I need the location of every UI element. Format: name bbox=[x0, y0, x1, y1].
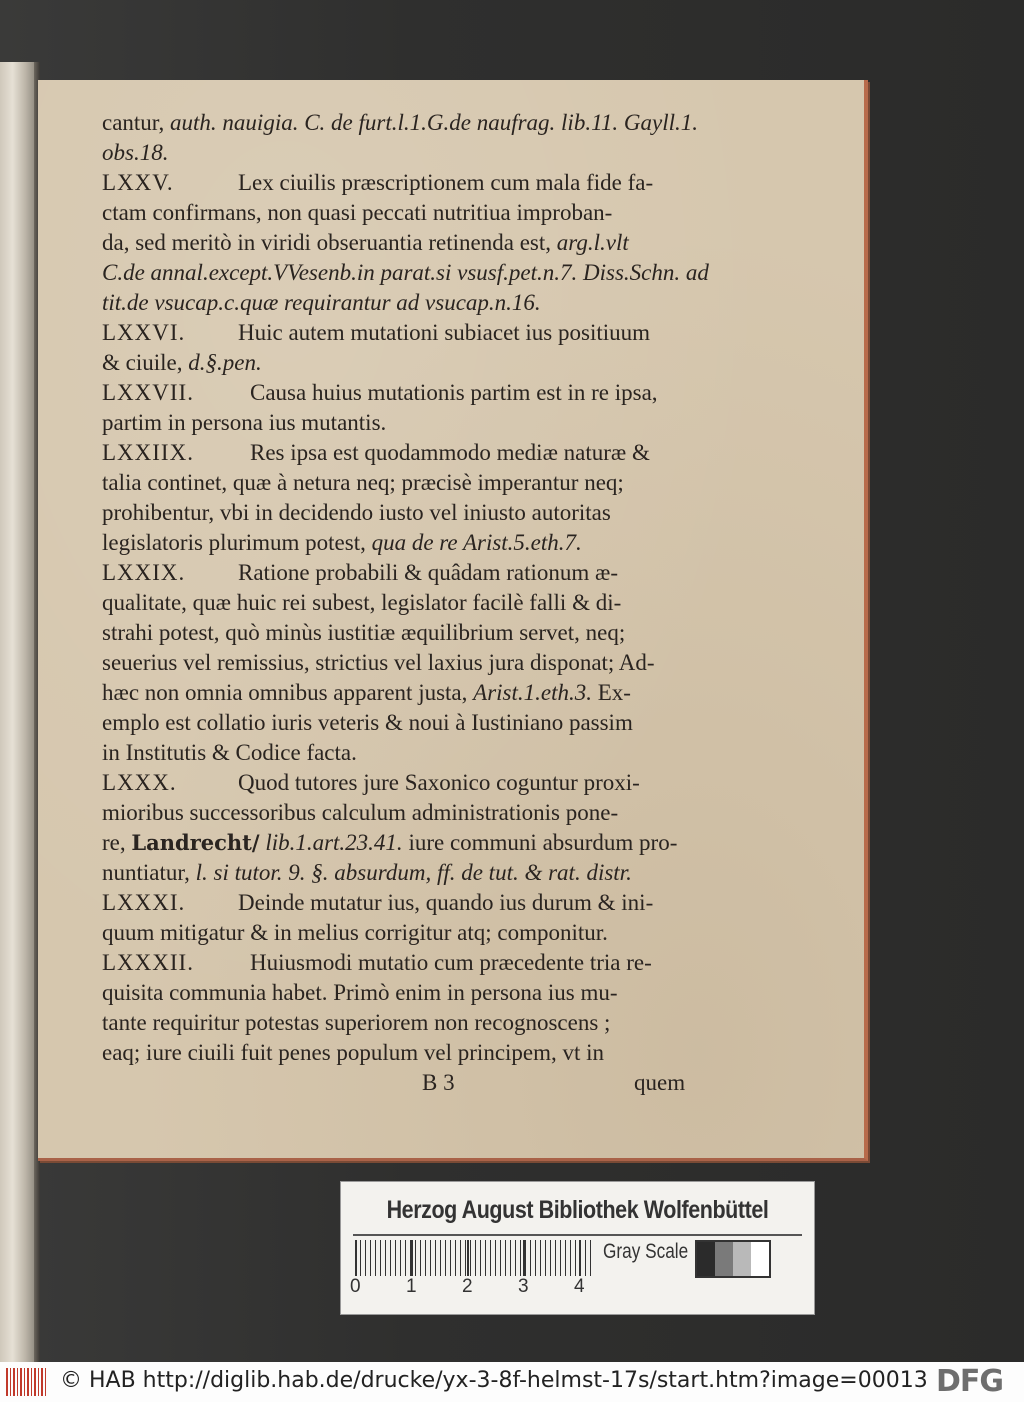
thesis-number: LXXVI. bbox=[102, 320, 186, 345]
text-line bbox=[102, 528, 752, 558]
text-line bbox=[102, 228, 752, 258]
thesis-number: LXXX. bbox=[102, 770, 177, 795]
card-divider bbox=[353, 1234, 802, 1236]
citation-text: arg.l.vlt bbox=[556, 230, 629, 255]
citation-text: qua de re Arist.5.eth.7. bbox=[371, 530, 582, 555]
body-text: Ex- bbox=[591, 680, 631, 705]
body-text: da, sed meritò in viridi obseruantia retinenda est, bbox=[102, 230, 557, 255]
body-text: emplo est collatio iuris veteris & noui à Iustiniano passim bbox=[102, 710, 633, 735]
body-text: legislatoris plurimum potest, bbox=[102, 530, 372, 555]
text-line bbox=[102, 648, 752, 678]
ruler-number: 1 bbox=[406, 1276, 417, 1297]
thesis-number: LXXXII. bbox=[102, 950, 194, 975]
ruler-numbers bbox=[341, 1276, 621, 1300]
body-text: seuerius vel remissius, strictius vel laxius jura disponat; Ad- bbox=[102, 650, 655, 675]
thesis-number: LXXIX. bbox=[102, 560, 186, 585]
body-text: Causa huius mutationis partim est in re ipsa, bbox=[250, 380, 658, 405]
caption-bar bbox=[0, 1362, 1024, 1402]
body-text: re, bbox=[102, 830, 132, 855]
body-text: in Institutis & Codice facta. bbox=[102, 740, 357, 765]
text-line bbox=[102, 1038, 752, 1068]
ruler-major-tick bbox=[523, 1240, 525, 1276]
gray-swatch bbox=[733, 1242, 751, 1276]
body-text: ctam confirmans, non quasi peccati nutritiua improban- bbox=[102, 200, 613, 225]
text-line bbox=[102, 408, 752, 438]
ruler-number: 2 bbox=[462, 1276, 473, 1297]
thesis-number: LXXV. bbox=[102, 170, 174, 195]
library-card bbox=[340, 1181, 815, 1315]
library-title: Herzog August Bibliothek Wolfenbüttel bbox=[386, 1196, 769, 1224]
body-text: talia continet, quæ à netura neq; præcisè imperantur neq; bbox=[102, 470, 624, 495]
text-line bbox=[102, 438, 752, 468]
ruler-number: 4 bbox=[574, 1276, 585, 1297]
text-line bbox=[102, 978, 752, 1008]
text-line bbox=[102, 168, 752, 198]
text-line bbox=[102, 198, 752, 228]
body-text: tante requiritur potestas superiorem non recognoscens ; bbox=[102, 1010, 611, 1035]
text-line bbox=[102, 1008, 752, 1038]
body-text: iure communi absurdum pro- bbox=[402, 830, 678, 855]
gray-swatch bbox=[697, 1242, 715, 1276]
ruler-number: 0 bbox=[350, 1276, 361, 1297]
text-line bbox=[102, 708, 752, 738]
text-line bbox=[102, 918, 752, 948]
text-line bbox=[102, 258, 752, 288]
body-text: Res ipsa est quodammodo mediæ naturæ & bbox=[250, 440, 650, 465]
blackletter-word: Landrecht/ bbox=[131, 830, 260, 855]
body-text: & ciuile, bbox=[102, 350, 189, 375]
ruler-scale bbox=[355, 1240, 595, 1276]
text-line bbox=[102, 588, 752, 618]
body-text: quum mitigatur & in melius corrigitur atq; componitur. bbox=[102, 920, 608, 945]
citation-text: obs.18. bbox=[102, 140, 169, 165]
body-text: mioribus successoribus calculum administrationis pone- bbox=[102, 800, 619, 825]
text-line bbox=[102, 678, 752, 708]
page-text bbox=[102, 108, 752, 1098]
page-stack-edge bbox=[0, 62, 36, 1362]
text-line bbox=[102, 318, 752, 348]
body-text: prohibentur, vbi in decidendo iusto vel iniusto autoritas bbox=[102, 500, 611, 525]
thesis-number: LXXVII. bbox=[102, 380, 194, 405]
text-line bbox=[102, 108, 752, 138]
text-line bbox=[102, 288, 752, 318]
body-text: nuntiatur, bbox=[102, 860, 196, 885]
text-line bbox=[102, 828, 752, 858]
body-text: Quod tutores jure Saxonico coguntur proxi- bbox=[238, 770, 640, 795]
text-line bbox=[102, 558, 752, 588]
body-text: cantur, bbox=[102, 110, 171, 135]
body-text: Huic autem mutationi subiacet ius positiuum bbox=[238, 320, 651, 345]
citation-text: l. si tutor. 9. §. absurdum, ff. de tut. & rat. distr. bbox=[195, 860, 632, 885]
ruler-major-tick bbox=[411, 1240, 413, 1276]
ruler-major-tick bbox=[579, 1240, 581, 1276]
text-line bbox=[102, 618, 752, 648]
thesis-number: LXXIIX. bbox=[102, 440, 194, 465]
body-text: Lex ciuilis præscriptionem cum mala fide fa- bbox=[238, 170, 654, 195]
book-page bbox=[38, 80, 868, 1161]
text-line bbox=[102, 798, 752, 828]
text-line bbox=[102, 348, 752, 378]
ruler-major-tick bbox=[467, 1240, 469, 1276]
ruler-number: 3 bbox=[518, 1276, 529, 1297]
dfg-logo: DFG bbox=[936, 1364, 1004, 1399]
text-line bbox=[102, 948, 752, 978]
catchword: quem bbox=[634, 1070, 686, 1095]
text-line bbox=[102, 378, 752, 408]
text-line bbox=[102, 738, 752, 768]
citation-text: auth. nauigia. C. de furt.l.1.G.de naufrag. lib.11. Gayll.1. bbox=[170, 110, 698, 135]
body-text: partim in persona ius mutantis. bbox=[102, 410, 387, 435]
body-text: qualitate, quæ huic rei subest, legislator facilè falli & di- bbox=[102, 590, 622, 615]
source-url-caption[interactable]: © HAB http://diglib.hab.de/drucke/yx-3-8f-helmst-17s/start.htm?image=00013 bbox=[60, 1368, 928, 1393]
gray-swatch bbox=[751, 1242, 769, 1276]
body-text: Huiusmodi mutatio cum præcedente tria re- bbox=[250, 950, 652, 975]
citation-text: tit.de vsucap.c.quæ requirantur ad vsucap.n.16. bbox=[102, 290, 541, 315]
body-text: strahi potest, quò minùs iustitiæ æquilibrium servet, neq; bbox=[102, 620, 626, 645]
text-line bbox=[102, 498, 752, 528]
text-line bbox=[102, 138, 752, 168]
citation-text: Arist.1.eth.3. bbox=[473, 680, 592, 705]
text-line bbox=[102, 768, 752, 798]
citation-text: C.de annal.except.VVesenb.in parat.si vsusf.pet.n.7. Diss.Schn. ad bbox=[102, 260, 709, 285]
text-line bbox=[102, 468, 752, 498]
page-footer bbox=[102, 1068, 752, 1098]
signature-mark: B 3 bbox=[422, 1070, 455, 1095]
gray-scale-label: Gray Scale bbox=[603, 1240, 689, 1263]
text-line bbox=[102, 858, 752, 888]
thesis-number: LXXXI. bbox=[102, 890, 186, 915]
body-text: Deinde mutatur ius, quando ius durum & ini- bbox=[238, 890, 654, 915]
citation-text: lib.1.art.23.41. bbox=[259, 830, 403, 855]
ruler-major-tick bbox=[355, 1240, 357, 1276]
citation-text: d.§.pen. bbox=[188, 350, 262, 375]
body-text: quisita communia habet. Primò enim in persona ius mu- bbox=[102, 980, 618, 1005]
body-text: Ratione probabili & quâdam rationum æ- bbox=[238, 560, 619, 585]
body-text: eaq; iure ciuili fuit penes populum vel principem, vt in bbox=[102, 1040, 605, 1065]
gray-scale-swatches bbox=[695, 1240, 771, 1278]
gray-swatch bbox=[715, 1242, 733, 1276]
body-text: hæc non omnia omnibus apparent justa, bbox=[102, 680, 474, 705]
text-line bbox=[102, 888, 752, 918]
hab-logo-icon bbox=[6, 1368, 46, 1396]
